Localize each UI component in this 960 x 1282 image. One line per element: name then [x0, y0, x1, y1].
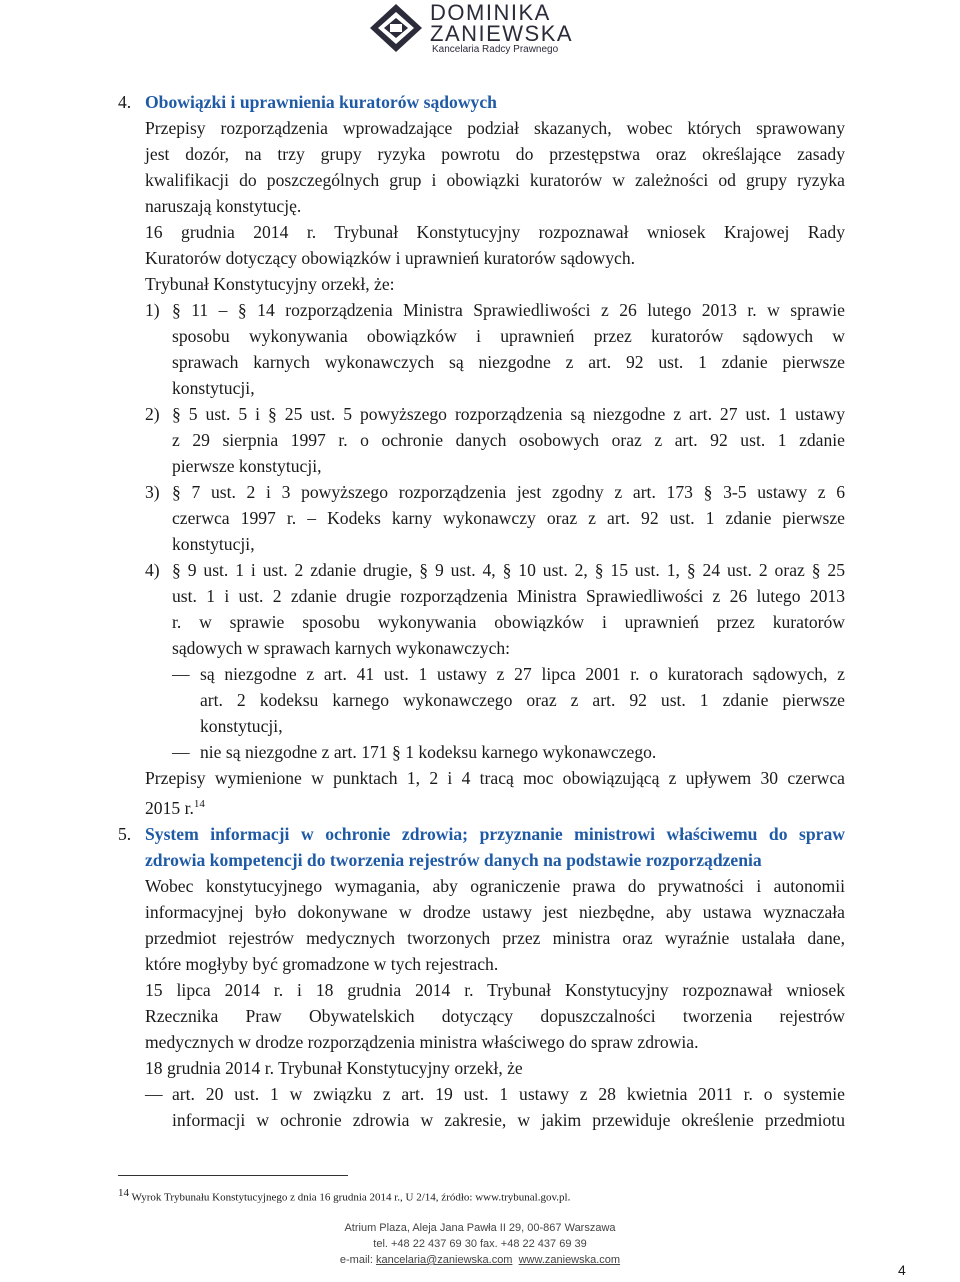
section-4-heading: Obowiązki i uprawnienia kuratorów sądowych [145, 92, 497, 112]
page-number: 4 [898, 1262, 906, 1278]
section-4-number: 4. [118, 92, 132, 112]
s4-p1-line: Przepisy rozporządzenia wprowadzające podział skazanych, wobec których sprawowany [145, 118, 845, 138]
footnote-text: Wyrok Trybunału Konstytucyjnego z dnia 16 grudnia 2014 r., U 2/14, źródło: www.trybunal.gov.pl. [129, 1191, 571, 1204]
list-item-number: 2) [145, 404, 160, 424]
dash-item-line: art. 2 kodeksu karnego wykonawczego oraz z art. 92 ust. 1 zdanie pierwsze [200, 690, 845, 710]
s4-p1-line: kwalifikacji do poszczególnych grup i obowiązki kuratorów w zależności od grupy ryzyka [145, 170, 845, 190]
footer-phones: tel. +48 22 437 69 30 fax. +48 22 437 69 39 [373, 1238, 587, 1250]
footnote-divider [118, 1175, 348, 1176]
footnote [118, 1187, 570, 1204]
s4-p1-line: naruszają konstytucję. [145, 196, 302, 216]
list-item-line: sprawach karnych wykonawczych są niezgodne z art. 92 ust. 1 zdanie pierwsze [172, 352, 845, 372]
s4-closing-text: 2015 r. [145, 797, 194, 818]
s4-p2-line: Kuratorów dotyczący obowiązków i uprawnień kuratorów sądowych. [145, 248, 636, 268]
footer-email-link[interactable]: kancelaria@zaniewska.com [375, 1254, 513, 1266]
s5-p1-line: informacyjnej było dokonywane w drodze ustawy jest niezbędne, aby ustawa wyznaczała [145, 902, 845, 922]
list-item-line: z 29 sierpnia 1997 r. o ochronie danych osobowych oraz z art. 92 ust. 1 zdanie [172, 430, 845, 450]
footnote-number: 14 [118, 1187, 129, 1199]
dash-item-line: są niezgodne z art. 41 ust. 1 ustawy z 27 lipca 2001 r. o kuratorach sądowych, z [200, 664, 845, 684]
footnote-ref[interactable]: 14 [193, 798, 205, 810]
s4-closing-line [145, 794, 205, 818]
dash-item-line: nie są niezgodne z art. 171 § 1 kodeksu karnego wykonawczego. [200, 742, 657, 762]
list-item-line: § 5 ust. 5 i § 25 ust. 5 powyższego rozporządzenia są niezgodne z art. 27 ust. 1 ustawy [172, 404, 845, 424]
section-5-heading: System informacji w ochronie zdrowia; przyznanie ministrowi właściwemu do spraw [145, 824, 845, 844]
company-logo [368, 0, 608, 56]
s5-p1-line: Wobec konstytucyjnego wymagania, aby ograniczenie prawa do prywatności i autonomii [145, 876, 845, 896]
list-item-number: 1) [145, 300, 160, 320]
dash-item-line: informacji w ochronie zdrowia w zakresie, w jakim przewiduje określenie przedmiotu [172, 1110, 845, 1130]
list-item-line: § 11 – § 14 rozporządzenia Ministra Sprawiedliwości z 26 lutego 2013 r. w sprawie [172, 300, 845, 320]
dash-item-line: art. 20 ust. 1 w związku z art. 19 ust. 1 ustawy z 28 kwietnia 2011 r. o systemie [172, 1084, 845, 1104]
logo-name [430, 2, 573, 44]
logo-line1: DOMINIKA [430, 0, 551, 25]
s5-p1-line: przedmiot rejestrów medycznych tworzonych przez ministra oraz wyraźnie ustalała dane, [145, 928, 845, 948]
logo-mark-icon [368, 2, 424, 54]
footer-address: Atrium Plaza, Aleja Jana Pawła II 29, 00-867 Warszawa [344, 1222, 616, 1234]
s4-p2-line: 16 grudnia 2014 r. Trybunał Konstytucyjny rozpoznawał wniosek Krajowej Rady [145, 222, 845, 242]
list-item-line: § 9 ust. 1 i ust. 2 zdanie drugie, § 9 ust. 4, § 10 ust. 2, § 15 ust. 1, § 24 ust. 2 oraz § 25 [172, 560, 845, 580]
logo-subtitle: Kancelaria Radcy Prawnego [432, 44, 559, 55]
s5-p2-line: Rzecznika Praw Obywatelskich dotyczący dopuszczalności tworzenia rejestrów [145, 1006, 845, 1026]
s4-p1-line: jest dozór, na trzy grupy ryzyka powrotu do przestępstwa oraz określające zasady [145, 144, 845, 164]
list-item-line: sposobu wykonywania obowiązków i uprawnień przez kuratorów sądowych w [172, 326, 845, 346]
s4-closing-line: Przepisy wymienione w punktach 1, 2 i 4 tracą moc obowiązującą z upływem 30 czerwca [145, 768, 845, 788]
list-item-number: 3) [145, 482, 160, 502]
list-item-number: 4) [145, 560, 160, 580]
s4-p3: Trybunał Konstytucyjny orzekł, że: [145, 274, 395, 294]
list-item-line: § 7 ust. 2 i 3 powyższego rozporządzenia jest zgodny z art. 173 § 3-5 ustawy z 6 [172, 482, 845, 502]
list-item-line: czerwca 1997 r. – Kodeks karny wykonawczy oraz z art. 92 ust. 1 zdanie pierwsze [172, 508, 845, 528]
s5-p1-line: które mogłyby być gromadzone w tych rejestrach. [145, 954, 499, 974]
dash-bullet-icon: — [145, 1084, 163, 1104]
section-5-heading: zdrowia kompetencji do tworzenia rejestrów danych na podstawie rozporządzenia [145, 850, 762, 870]
list-item-line: ust. 1 i ust. 2 zdanie drugie rozporządzenia Ministra Sprawiedliwości z 26 lutego 2013 [172, 586, 845, 606]
footer-web-link[interactable]: www.zaniewska.com [518, 1254, 621, 1266]
dash-bullet-icon: — [172, 664, 190, 684]
list-item-line: konstytucji, [172, 378, 255, 398]
list-item-line: konstytucji, [172, 534, 255, 554]
list-item-line: sądowych w sprawach karnych wykonawczych: [172, 638, 511, 658]
dash-bullet-icon: — [172, 742, 190, 762]
logo-line2: ZANIEWSKA [430, 21, 574, 46]
dash-item-line: konstytucji, [200, 716, 283, 736]
footer-contact [0, 1254, 960, 1266]
list-item-line: pierwsze konstytucji, [172, 456, 322, 476]
s5-p2-line: medycznych w drodze rozporządzenia ministra właściwego do spraw zdrowia. [145, 1032, 699, 1052]
s5-p2-line: 15 lipca 2014 r. i 18 grudnia 2014 r. Trybunał Konstytucyjny rozpoznawał wniosek [145, 980, 845, 1000]
list-item-line: r. w sprawie sposobu wykonywania obowiązków i uprawnień przez kuratorów [172, 612, 845, 632]
section-5-number: 5. [118, 824, 132, 844]
s5-p3: 18 grudnia 2014 r. Trybunał Konstytucyjny orzekł, że [145, 1058, 523, 1078]
footer-email-label: e-mail: [339, 1254, 376, 1266]
